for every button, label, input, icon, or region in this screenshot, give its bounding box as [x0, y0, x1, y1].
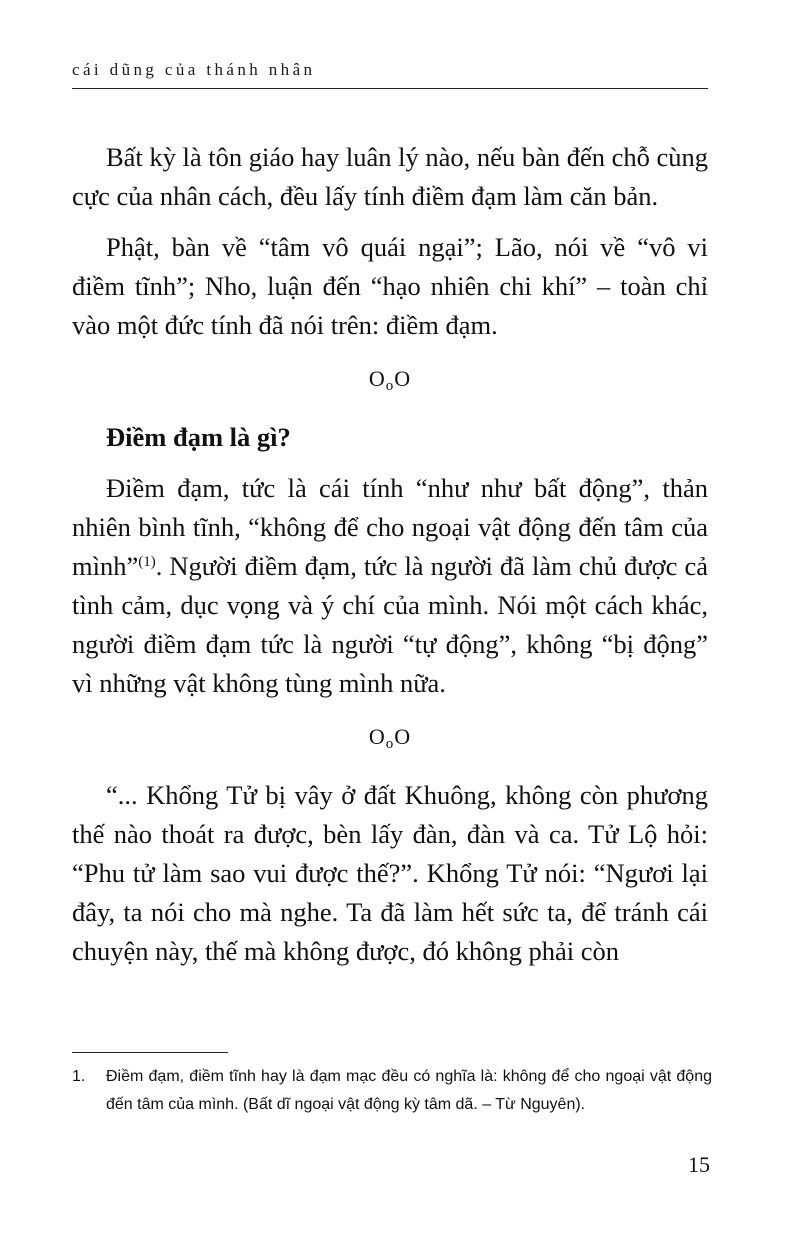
header-rule	[72, 88, 708, 89]
paragraph-3-before: Điềm đạm, tức là cái tính “như như bất động”, thản nhiên bình tĩnh, “không để cho ngoại vật động đến tâm của mình”	[72, 473, 708, 581]
section-ornament-1	[72, 359, 708, 402]
section-ornament-2	[72, 717, 708, 760]
footnote-number: 1.	[72, 1068, 86, 1085]
paragraph-3	[72, 469, 708, 703]
ornament-left: O	[368, 366, 386, 391]
running-header: cái dũng của thánh nhân	[72, 60, 316, 79]
ornament-middle: o	[385, 378, 395, 394]
footnote	[72, 1063, 712, 1119]
page-body	[72, 138, 708, 971]
footnote-marker: (1)	[138, 554, 156, 570]
section-heading: Điềm đạm là gì?	[106, 422, 291, 452]
ornament-middle: o	[385, 736, 395, 752]
ornament-left: O	[368, 724, 386, 749]
ornament-right: O	[394, 366, 412, 391]
paragraph-4: “... Khổng Tử bị vây ở đất Khuông, không còn phương thế nào thoát ra được, bèn lấy đàn, đàn và ca. Tử Lộ hỏi: “Phu tử làm sao vui được thế?”. Khổng Tử nói: “Ngươi lại đây, ta nói cho mà nghe. Ta đã làm hết sức ta, để tránh cái chuyện này, thế mà không được, đó không phải còn	[72, 780, 708, 966]
paragraph-2: Phật, bàn về “tâm vô quái ngại”; Lão, nói về “vô vi điềm tĩnh”; Nho, luận đến “hạo nhiên chi khí” – toàn chỉ vào một đức tính đã nói trên: điềm đạm.	[72, 232, 708, 340]
page-number: 15	[688, 1152, 710, 1177]
paragraph-3-after: . Người điềm đạm, tức là người đã làm chủ được cả tình cảm, dục vọng và ý chí của mình. Nói một cách khác, người điềm đạm tức là người “tự động”, không “bị động” vì những vật không tùng mình nữa.	[72, 551, 708, 698]
paragraph-1: Bất kỳ là tôn giáo hay luân lý nào, nếu bàn đến chỗ cùng cực của nhân cách, đều lấy tính điềm đạm làm căn bản.	[72, 142, 708, 211]
ornament-right: O	[394, 724, 412, 749]
footnote-rule	[72, 1052, 228, 1053]
footnote-text: Điềm đạm, điềm tĩnh hay là đạm mạc đều có nghĩa là: không để cho ngoại vật động đến tâm của mình. (Bất dĩ ngoại vật động kỳ tâm dã. – Từ Nguyên).	[106, 1068, 712, 1113]
